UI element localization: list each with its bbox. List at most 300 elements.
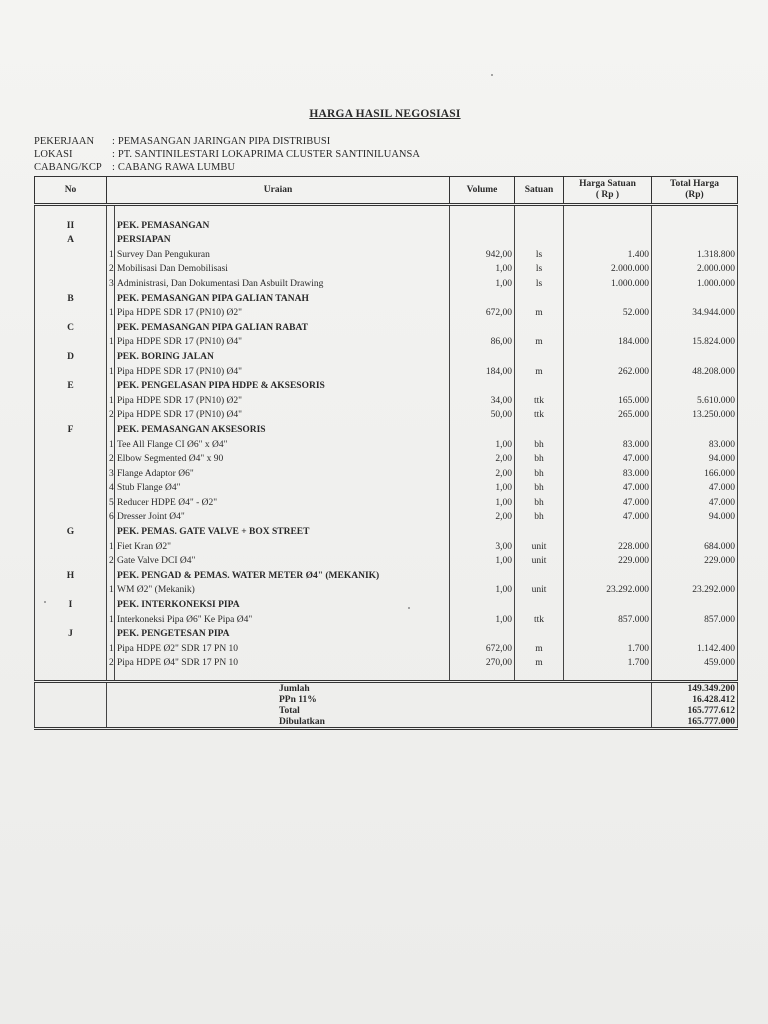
cell-total-harga: 47.000 (652, 493, 738, 508)
cell-harga-satuan (564, 668, 652, 682)
cell-no (35, 362, 107, 377)
cell-total-harga: 1.000.000 (652, 274, 738, 289)
cell-harga-satuan (564, 318, 652, 333)
summary-value: 165.777.612 (652, 705, 738, 716)
header-uraian: Uraian (107, 177, 450, 205)
document-title: HARGA HASIL NEGOSIASI (309, 108, 461, 120)
cell-volume: 942,00 (450, 245, 515, 260)
cell-total-harga (652, 420, 738, 435)
cell-volume: 1,00 (450, 435, 515, 450)
scan-speck (491, 74, 493, 76)
project-info-separator: : (112, 149, 115, 160)
table-row (35, 435, 738, 450)
cell-satuan (515, 595, 564, 610)
cell-sub-no: 1 (107, 435, 115, 450)
summary-section (35, 682, 738, 729)
cell-no: D (35, 347, 107, 362)
spacer-row (35, 205, 738, 217)
cell-satuan: unit (515, 537, 564, 552)
summary-blank-cell (35, 694, 107, 705)
cell-total-harga: 47.000 (652, 479, 738, 494)
cell-satuan: m (515, 304, 564, 319)
table-row (35, 245, 738, 260)
summary-row (35, 694, 738, 705)
table-row (35, 610, 738, 625)
cell-total-harga: 94.000 (652, 450, 738, 465)
summary-row (35, 705, 738, 716)
cell-sub-no (107, 205, 115, 217)
cell-no (35, 333, 107, 348)
cell-uraian: Survey Dan Pengukuran (115, 245, 450, 260)
cell-uraian: Pipa HDPE SDR 17 (PN10) Ø2" (115, 391, 450, 406)
cell-total-harga (652, 522, 738, 537)
summary-label: Dibulatkan (107, 716, 652, 729)
table-row (35, 537, 738, 552)
cell-satuan (515, 566, 564, 581)
cell-volume (450, 347, 515, 362)
cell-total-harga (652, 668, 738, 682)
cell-no (35, 552, 107, 567)
cell-satuan (515, 231, 564, 246)
cell-harga-satuan: 1.000.000 (564, 274, 652, 289)
cell-sub-no: 2 (107, 552, 115, 567)
cell-satuan (515, 289, 564, 304)
project-info-key: LOKASI (34, 149, 73, 160)
cell-harga-satuan (564, 216, 652, 231)
table-row (35, 508, 738, 523)
cell-no (35, 537, 107, 552)
cell-uraian (115, 205, 450, 217)
cell-harga-satuan (564, 420, 652, 435)
summary-label: Total (107, 705, 652, 716)
cell-harga-satuan: 47.000 (564, 479, 652, 494)
cell-volume: 2,00 (450, 450, 515, 465)
cell-no (35, 450, 107, 465)
cell-harga-satuan: 83.000 (564, 464, 652, 479)
table-row (35, 333, 738, 348)
cell-volume: 1,00 (450, 581, 515, 596)
cell-sub-no (107, 668, 115, 682)
cell-harga-satuan (564, 289, 652, 304)
cell-no: J (35, 625, 107, 640)
cell-sub-no: 1 (107, 245, 115, 260)
cell-satuan: m (515, 639, 564, 654)
cell-sub-no (107, 318, 115, 333)
cell-satuan: ls (515, 274, 564, 289)
cell-harga-satuan: 184.000 (564, 333, 652, 348)
cell-total-harga (652, 205, 738, 217)
cell-no (35, 479, 107, 494)
cell-uraian: Pipa HDPE SDR 17 (PN10) Ø4" (115, 333, 450, 348)
cell-volume: 34,00 (450, 391, 515, 406)
cell-volume: 1,00 (450, 274, 515, 289)
summary-label: PPn 11% (107, 694, 652, 705)
cell-harga-satuan: 1.400 (564, 245, 652, 260)
cell-harga-satuan: 23.292.000 (564, 581, 652, 596)
table-row (35, 406, 738, 421)
cell-sub-no: 1 (107, 333, 115, 348)
cell-uraian: Gate Valve DCI Ø4" (115, 552, 450, 567)
cell-harga-satuan (564, 522, 652, 537)
header-total-harga (652, 177, 738, 205)
summary-value: 149.349.200 (652, 682, 738, 695)
summary-value: 16.428.412 (652, 694, 738, 705)
section-row (35, 625, 738, 640)
cell-volume (450, 625, 515, 640)
cell-total-harga (652, 625, 738, 640)
cell-total-harga: 684.000 (652, 537, 738, 552)
cell-no (35, 639, 107, 654)
section-row (35, 289, 738, 304)
cell-uraian: Interkoneksi Pipa Ø6" Ke Pipa Ø4" (115, 610, 450, 625)
cell-uraian: PEK. PENGAD & PEMAS. WATER METER Ø4" (MEKANIK) (115, 566, 450, 581)
cell-harga-satuan: 47.000 (564, 450, 652, 465)
cell-uraian (115, 668, 450, 682)
summary-value: 165.777.000 (652, 716, 738, 729)
cell-no: H (35, 566, 107, 581)
cell-harga-satuan: 857.000 (564, 610, 652, 625)
cell-sub-no (107, 231, 115, 246)
cell-harga-satuan: 2.000.000 (564, 260, 652, 275)
cell-harga-satuan: 52.000 (564, 304, 652, 319)
summary-row (35, 716, 738, 729)
cell-volume (450, 595, 515, 610)
cell-no (35, 508, 107, 523)
cell-harga-satuan: 228.000 (564, 537, 652, 552)
cell-sub-no (107, 377, 115, 392)
cell-volume: 2,00 (450, 508, 515, 523)
cell-no: F (35, 420, 107, 435)
cell-total-harga (652, 377, 738, 392)
cell-harga-satuan (564, 595, 652, 610)
cell-sub-no: 1 (107, 581, 115, 596)
cell-no (35, 274, 107, 289)
cell-volume: 2,00 (450, 464, 515, 479)
cell-satuan (515, 420, 564, 435)
cell-satuan: bh (515, 450, 564, 465)
cell-harga-satuan: 47.000 (564, 508, 652, 523)
summary-blank-cell (35, 682, 107, 695)
cell-harga-satuan (564, 625, 652, 640)
table-row (35, 260, 738, 275)
cell-satuan (515, 377, 564, 392)
cell-total-harga: 23.292.000 (652, 581, 738, 596)
cell-volume: 1,00 (450, 260, 515, 275)
cell-harga-satuan: 47.000 (564, 493, 652, 508)
table-row (35, 654, 738, 669)
cell-uraian: PEK. PEMASANGAN (115, 216, 450, 231)
cell-total-harga: 15.824.000 (652, 333, 738, 348)
cell-sub-no: 1 (107, 304, 115, 319)
table-header-row (35, 177, 738, 205)
cell-no (35, 260, 107, 275)
cell-harga-satuan: 265.000 (564, 406, 652, 421)
cell-volume (450, 420, 515, 435)
section-row (35, 595, 738, 610)
header-volume: Volume (450, 177, 515, 205)
cell-total-harga: 229.000 (652, 552, 738, 567)
cell-no: II (35, 216, 107, 231)
cell-sub-no: 6 (107, 508, 115, 523)
cell-uraian: PEK. PEMASANGAN PIPA GALIAN TANAH (115, 289, 450, 304)
cell-volume: 1,00 (450, 493, 515, 508)
cell-sub-no: 5 (107, 493, 115, 508)
cell-harga-satuan (564, 205, 652, 217)
section-row (35, 420, 738, 435)
cell-satuan: unit (515, 552, 564, 567)
cell-satuan (515, 668, 564, 682)
cell-uraian: Pipa HDPE Ø4" SDR 17 PN 10 (115, 654, 450, 669)
cell-sub-no (107, 625, 115, 640)
cell-total-harga: 1.318.800 (652, 245, 738, 260)
cell-volume (450, 522, 515, 537)
cell-volume (450, 205, 515, 217)
table-row (35, 362, 738, 377)
cell-harga-satuan: 229.000 (564, 552, 652, 567)
cell-no: G (35, 522, 107, 537)
cell-sub-no (107, 566, 115, 581)
header-harga-satuan (564, 177, 652, 205)
cell-volume: 184,00 (450, 362, 515, 377)
table-row (35, 639, 738, 654)
cell-total-harga (652, 318, 738, 333)
cell-total-harga (652, 347, 738, 362)
cell-satuan: ttk (515, 610, 564, 625)
table-row (35, 464, 738, 479)
cell-volume (450, 318, 515, 333)
table-row (35, 493, 738, 508)
cell-no: I (35, 595, 107, 610)
bill-of-quantities-table (34, 176, 738, 730)
cell-satuan (515, 205, 564, 217)
cell-harga-satuan: 165.000 (564, 391, 652, 406)
cell-sub-no (107, 216, 115, 231)
cell-uraian: PEK. BORING JALAN (115, 347, 450, 362)
project-info-value: PT. SANTINILESTARI LOKAPRIMA CLUSTER SANTINILUANSA (117, 149, 420, 160)
table-row (35, 581, 738, 596)
cell-harga-satuan (564, 566, 652, 581)
section-row (35, 522, 738, 537)
cell-volume (450, 668, 515, 682)
cell-uraian: Pipa HDPE SDR 17 (PN10) Ø4" (115, 362, 450, 377)
header-harga-satuan-unit: ( Rp ) (595, 190, 620, 200)
cell-harga-satuan (564, 377, 652, 392)
project-info-value: PEMASANGAN JARINGAN PIPA DISTRIBUSI (117, 136, 331, 147)
cell-volume (450, 231, 515, 246)
cell-satuan (515, 347, 564, 362)
cell-total-harga: 94.000 (652, 508, 738, 523)
cell-sub-no (107, 289, 115, 304)
cell-sub-no: 2 (107, 406, 115, 421)
cell-satuan: bh (515, 464, 564, 479)
cell-uraian: Stub Flange Ø4" (115, 479, 450, 494)
table-row (35, 479, 738, 494)
project-info-value: CABANG RAWA LUMBU (117, 162, 235, 173)
cell-volume (450, 289, 515, 304)
cell-uraian: Pipa HDPE SDR 17 (PN10) Ø2" (115, 304, 450, 319)
cell-harga-satuan: 1.700 (564, 639, 652, 654)
cell-uraian: WM Ø2" (Mekanik) (115, 581, 450, 596)
cell-total-harga: 48.208.000 (652, 362, 738, 377)
table-row (35, 450, 738, 465)
cell-uraian: Mobilisasi Dan Demobilisasi (115, 260, 450, 275)
table-row (35, 274, 738, 289)
header-satuan: Satuan (515, 177, 564, 205)
cell-total-harga: 1.142.400 (652, 639, 738, 654)
cell-harga-satuan: 83.000 (564, 435, 652, 450)
cell-no: A (35, 231, 107, 246)
cell-total-harga (652, 566, 738, 581)
cell-harga-satuan (564, 231, 652, 246)
cell-total-harga (652, 289, 738, 304)
cell-uraian: Reducer HDPE Ø4" - Ø2" (115, 493, 450, 508)
cell-satuan: bh (515, 479, 564, 494)
cell-uraian: PEK. PEMAS. GATE VALVE + BOX STREET (115, 522, 450, 537)
cell-no (35, 610, 107, 625)
project-info-line (34, 161, 235, 174)
cell-total-harga: 459.000 (652, 654, 738, 669)
cell-satuan (515, 318, 564, 333)
cell-volume (450, 566, 515, 581)
cell-no (35, 435, 107, 450)
cell-sub-no: 1 (107, 391, 115, 406)
cell-uraian: Dresser Joint Ø4" (115, 508, 450, 523)
cell-sub-no: 1 (107, 610, 115, 625)
cell-total-harga: 5.610.000 (652, 391, 738, 406)
cell-uraian: PERSIAPAN (115, 231, 450, 246)
cell-sub-no (107, 347, 115, 362)
cell-satuan (515, 216, 564, 231)
cell-total-harga: 34.944.000 (652, 304, 738, 319)
header-total-harga-unit: (Rp) (685, 190, 704, 200)
cell-no (35, 493, 107, 508)
cell-volume: 1,00 (450, 610, 515, 625)
scan-speck (408, 607, 410, 609)
cell-satuan: bh (515, 435, 564, 450)
cell-harga-satuan (564, 347, 652, 362)
project-info-line (34, 148, 420, 161)
cell-sub-no (107, 522, 115, 537)
cell-no (35, 391, 107, 406)
cell-no (35, 464, 107, 479)
cell-sub-no: 3 (107, 274, 115, 289)
cell-uraian: PEK. PENGETESAN PIPA (115, 625, 450, 640)
cell-uraian: Administrasi, Dan Dokumentasi Dan Asbuilt Drawing (115, 274, 450, 289)
cell-no (35, 581, 107, 596)
section-row (35, 377, 738, 392)
section-row (35, 231, 738, 246)
cell-uraian: Pipa HDPE SDR 17 (PN10) Ø4" (115, 406, 450, 421)
cell-total-harga (652, 216, 738, 231)
cell-sub-no: 2 (107, 260, 115, 275)
cell-uraian: PEK. PEMASANGAN AKSESORIS (115, 420, 450, 435)
cell-volume: 270,00 (450, 654, 515, 669)
cell-no: B (35, 289, 107, 304)
cell-no: E (35, 377, 107, 392)
table-body (35, 205, 738, 682)
cell-uraian: PEK. PENGELASAN PIPA HDPE & AKSESORIS (115, 377, 450, 392)
section-row (35, 318, 738, 333)
summary-blank-cell (35, 705, 107, 716)
cell-no (35, 668, 107, 682)
cell-satuan: bh (515, 493, 564, 508)
cell-satuan (515, 625, 564, 640)
header-no: No (35, 177, 107, 205)
cell-no (35, 304, 107, 319)
cell-sub-no: 1 (107, 537, 115, 552)
summary-label: Jumlah (107, 682, 652, 695)
project-info-key: CABANG/KCP (34, 162, 102, 173)
cell-satuan: bh (515, 508, 564, 523)
cell-harga-satuan: 1.700 (564, 654, 652, 669)
cell-volume: 3,00 (450, 537, 515, 552)
cell-sub-no: 1 (107, 362, 115, 377)
cell-volume: 1,00 (450, 552, 515, 567)
header-harga-satuan-label: Harga Satuan (579, 179, 636, 189)
cell-volume: 672,00 (450, 639, 515, 654)
cell-no: C (35, 318, 107, 333)
project-info-separator: : (112, 162, 115, 173)
table-row (35, 552, 738, 567)
cell-volume: 50,00 (450, 406, 515, 421)
cell-volume: 1,00 (450, 479, 515, 494)
cell-satuan: unit (515, 581, 564, 596)
cell-uraian: Elbow Segmented Ø4" x 90 (115, 450, 450, 465)
cell-sub-no: 3 (107, 464, 115, 479)
cell-sub-no (107, 595, 115, 610)
cell-uraian: PEK. INTERKONEKSI PIPA (115, 595, 450, 610)
summary-row (35, 682, 738, 695)
cell-satuan: m (515, 362, 564, 377)
cell-sub-no: 2 (107, 654, 115, 669)
table-row (35, 391, 738, 406)
spacer-row (35, 668, 738, 682)
cell-volume: 86,00 (450, 333, 515, 348)
cell-uraian: PEK. PEMASANGAN PIPA GALIAN RABAT (115, 318, 450, 333)
cell-sub-no: 2 (107, 450, 115, 465)
scan-speck (44, 601, 46, 603)
cell-no (35, 406, 107, 421)
cell-satuan: m (515, 333, 564, 348)
project-info-line (34, 135, 330, 148)
cell-volume: 672,00 (450, 304, 515, 319)
cell-no (35, 245, 107, 260)
cell-satuan: ls (515, 245, 564, 260)
summary-blank-cell (35, 716, 107, 729)
section-row (35, 347, 738, 362)
cell-uraian: Pipa HDPE Ø2" SDR 17 PN 10 (115, 639, 450, 654)
cell-uraian: Flange Adaptor Ø6" (115, 464, 450, 479)
cell-uraian: Tee All Flange CI Ø6" x Ø4" (115, 435, 450, 450)
project-info-separator: : (112, 136, 115, 147)
cell-volume (450, 377, 515, 392)
cell-uraian: Fiet Kran Ø2" (115, 537, 450, 552)
cell-total-harga: 13.250.000 (652, 406, 738, 421)
header-total-harga-label: Total Harga (670, 179, 719, 189)
cell-satuan: ls (515, 260, 564, 275)
cell-satuan: ttk (515, 406, 564, 421)
cell-total-harga (652, 231, 738, 246)
table-row (35, 304, 738, 319)
cell-no (35, 205, 107, 217)
cell-total-harga: 83.000 (652, 435, 738, 450)
cell-satuan (515, 522, 564, 537)
cell-satuan: m (515, 654, 564, 669)
cell-total-harga (652, 595, 738, 610)
cell-satuan: ttk (515, 391, 564, 406)
cell-sub-no (107, 420, 115, 435)
cell-harga-satuan: 262.000 (564, 362, 652, 377)
